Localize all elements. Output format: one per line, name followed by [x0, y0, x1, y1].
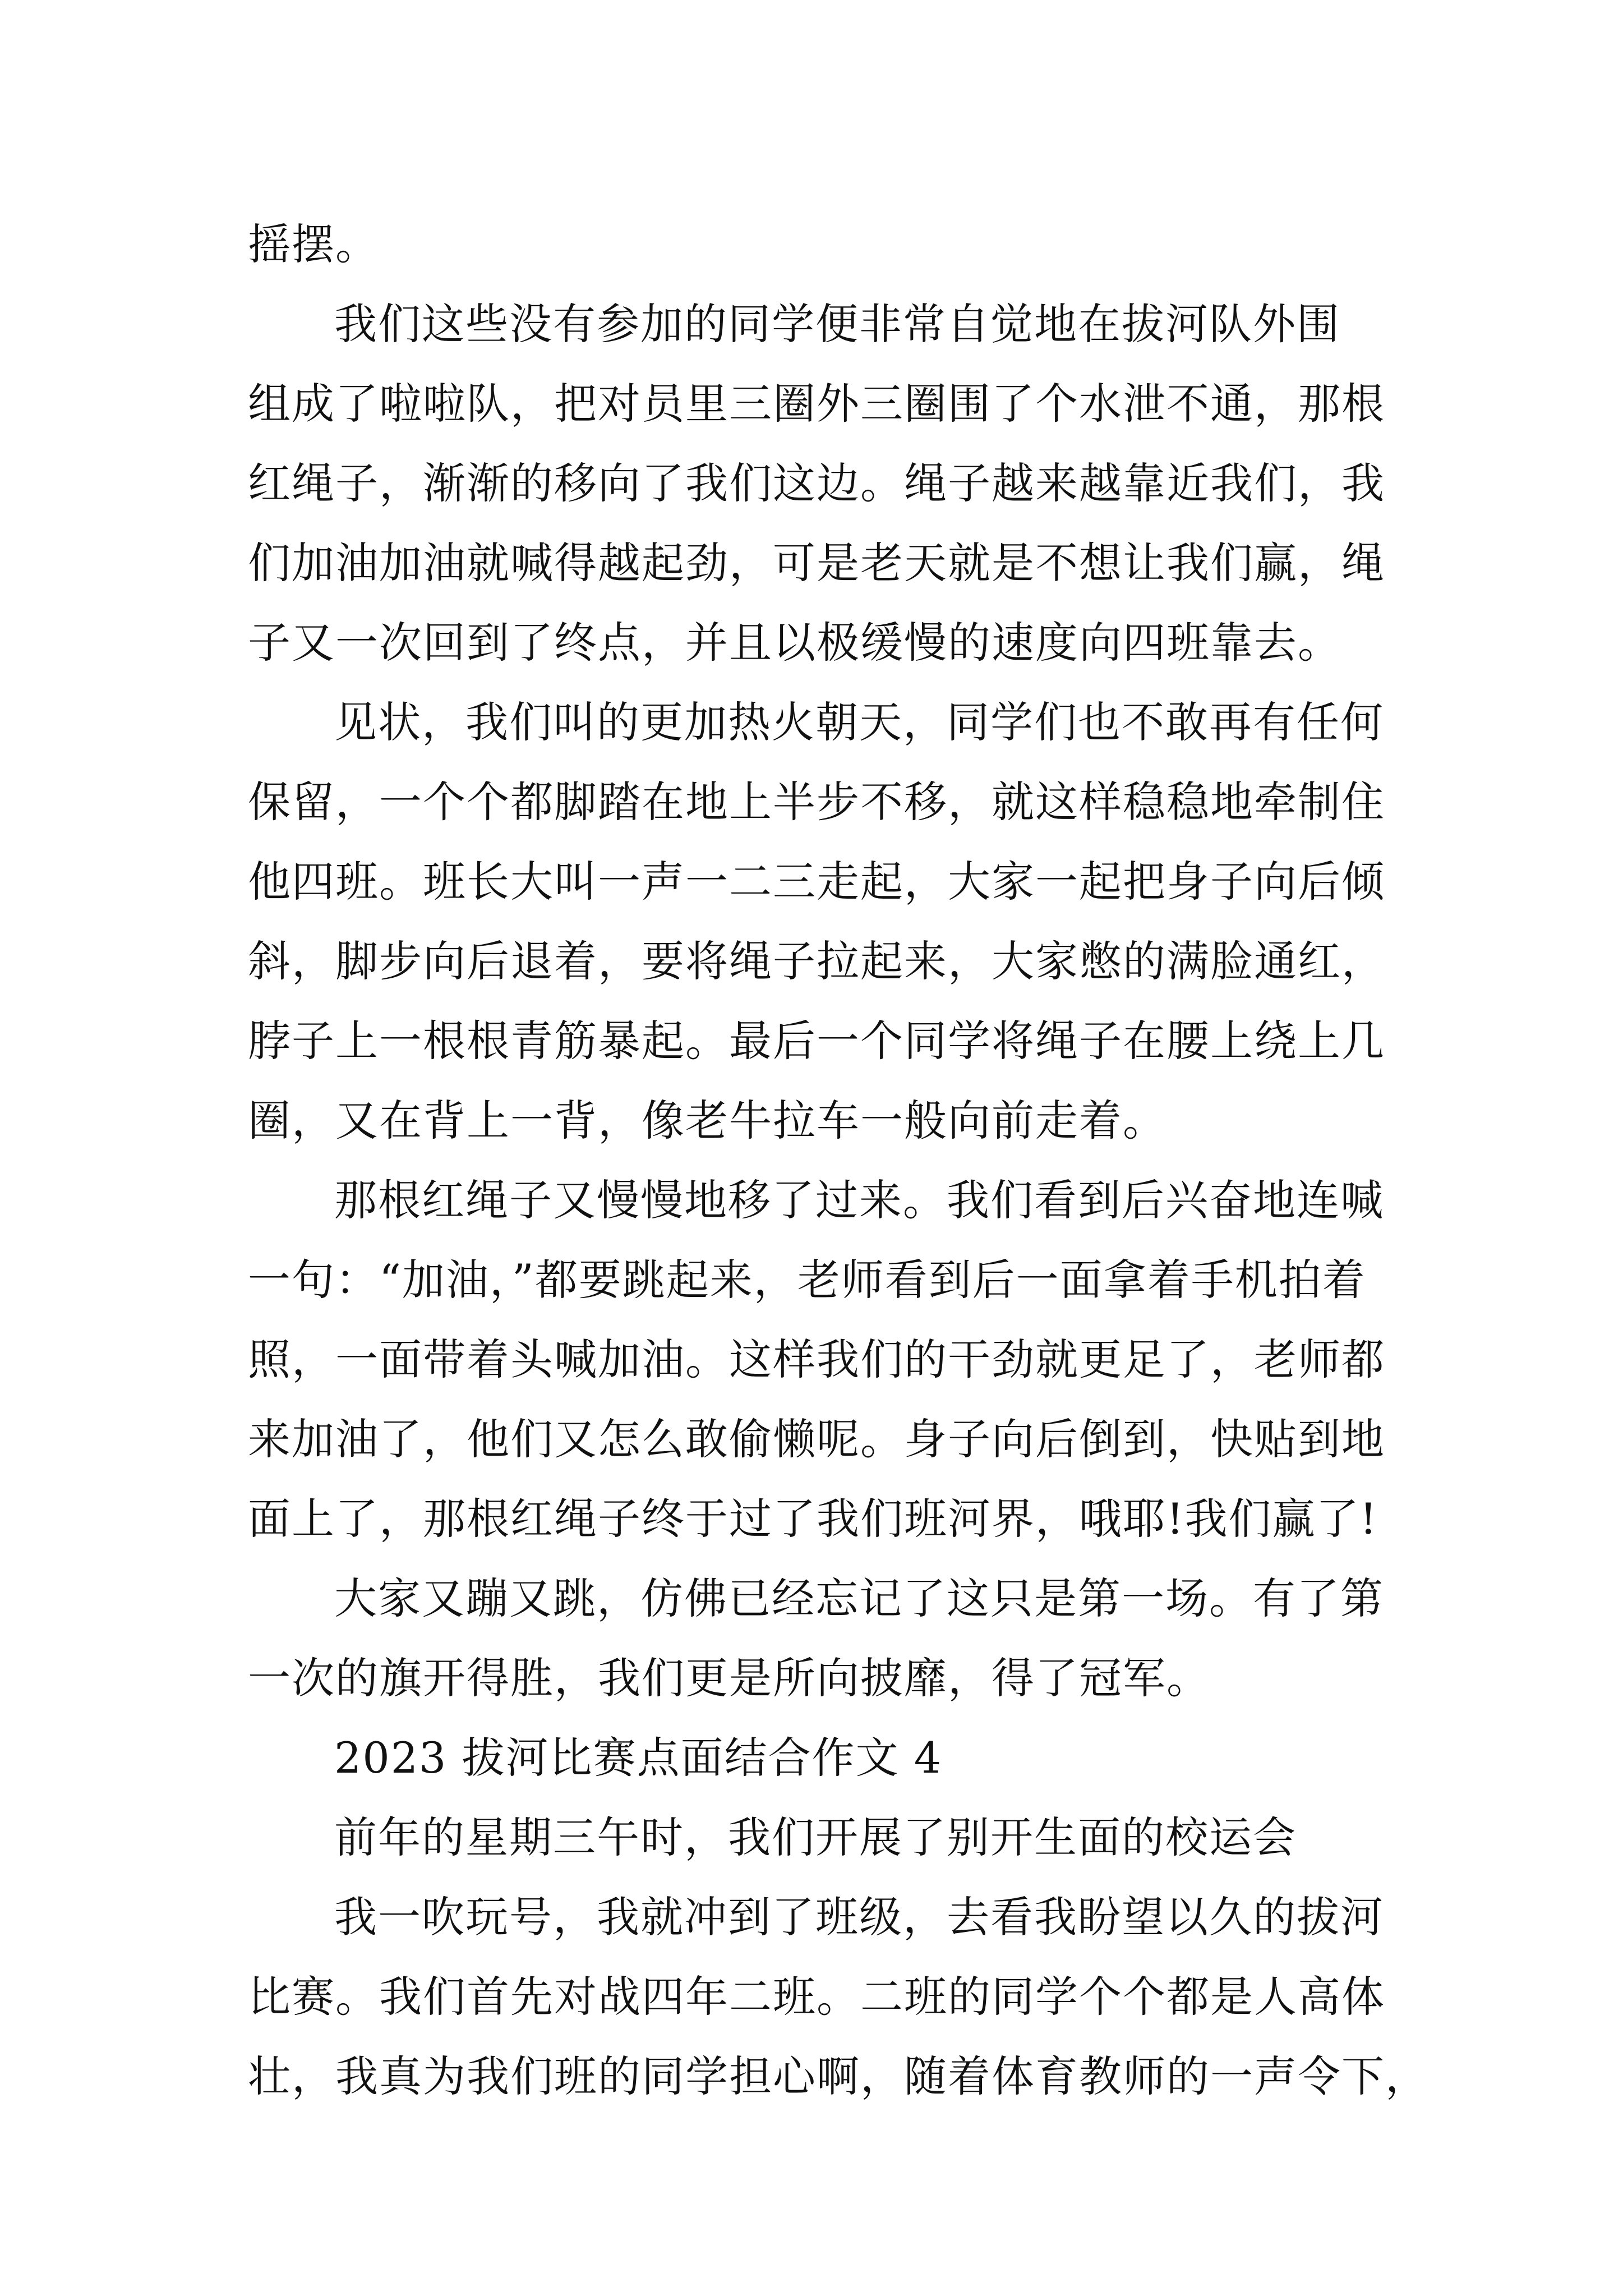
text-line: 他四班。班长大叫一声一二三走起，大家一起把身子向后倾 — [248, 857, 1385, 907]
text-line: 壮，我真为我们班的同学担心啊，随着体育教师的一声令下， — [248, 2051, 1429, 2101]
text-line: 圈，又在背上一背，像老牛拉车一般向前走着。 — [248, 1096, 1166, 1145]
paragraph-first-line: 大家又蹦又跳，仿佛已经忘记了这只是第一场。有了第 — [334, 1573, 1384, 1623]
text-line: 一次的旗开得胜，我们更是所向披靡，得了冠军。 — [248, 1653, 1210, 1703]
paragraph-first-line: 见状，我们叫的更加热火朝天，同学们也不敢再有任何 — [334, 697, 1384, 747]
text-line: 红绳子，渐渐的移向了我们这边。绳子越来越靠近我们，我 — [248, 458, 1385, 508]
text-line: 摇摆。 — [248, 219, 379, 269]
text-line: 面上了，那根红绳子终于过了我们班河界，哦耶!我们赢了! — [248, 1494, 1378, 1544]
paragraph-first-line: 前年的星期三午时，我们开展了别开生面的校运会 — [334, 1812, 1297, 1862]
text-line: 组成了啦啦队，把对员里三圈外三圈围了个水泄不通，那根 — [248, 379, 1385, 429]
text-line: 子又一次回到了终点，并且以极缓慢的速度向四班靠去。 — [248, 618, 1341, 668]
paragraph-first-line: 我们这些没有参加的同学便非常自觉地在拔河队外围 — [334, 299, 1340, 349]
section-heading: 2023 拔河比赛点面结合作文 4 — [334, 1733, 943, 1783]
paragraph-first-line: 我一吹玩号，我就冲到了班级，去看我盼望以久的拔河 — [334, 1892, 1384, 1942]
text-line: 们加油加油就喊得越起劲，可是老天就是不想让我们赢，绳 — [248, 538, 1385, 588]
paragraph-first-line: 那根红绳子又慢慢地移了过来。我们看到后兴奋地连喊 — [334, 1175, 1384, 1225]
text-line: 斜，脚步向后退着，要将绳子拉起来，大家憋的满脸通红， — [248, 936, 1385, 986]
text-line: 一句：“加油，”都要跳起来，老师看到后一面拿着手机拍着 — [248, 1255, 1366, 1305]
text-line: 来加油了，他们又怎么敢偷懒呢。身子向后倒到，快贴到地 — [248, 1414, 1385, 1464]
text-line: 保留，一个个都脚踏在地上半步不移，就这样稳稳地牵制住 — [248, 777, 1385, 827]
text-line: 脖子上一根根青筋暴起。最后一个同学将绳子在腰上绕上几 — [248, 1016, 1385, 1066]
text-line: 照，一面带着头喊加油。这样我们的干劲就更足了，老师都 — [248, 1335, 1385, 1384]
text-line: 比赛。我们首先对战四年二班。二班的同学个个都是人高体 — [248, 1972, 1385, 2022]
